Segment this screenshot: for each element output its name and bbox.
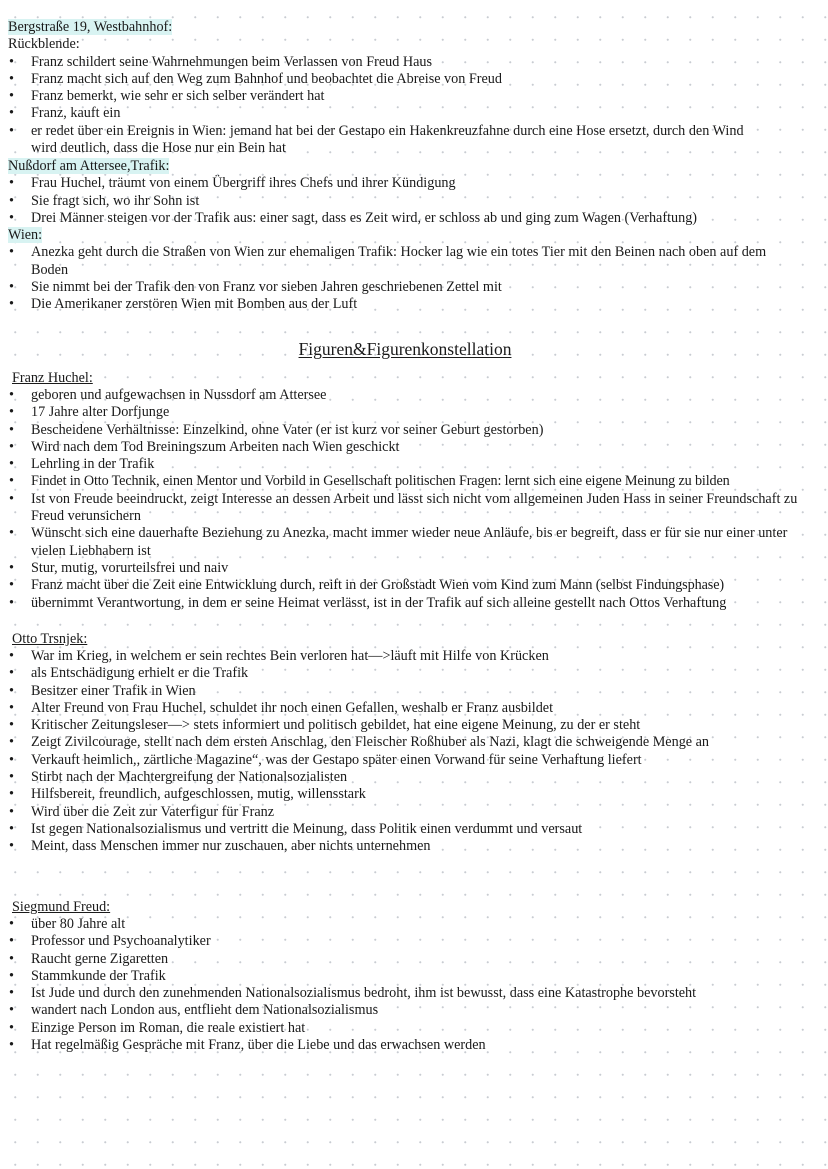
list-item: • Sie fragt sich, wo ihr Sohn ist xyxy=(8,193,818,210)
list-item: • übernimmt Verantwortung, in dem er seine Heimat verlässt, ist in der Trafik auf sich alleine gestellt nach Ottos Verhaftung xyxy=(8,595,798,612)
list-item: • Frau Huchel, träumt von einem Übergriff ihres Chefs und ihrer Kündigung xyxy=(8,175,818,192)
list-item: • Stirbt nach der Machtergreifung der Nationalsozialisten xyxy=(8,769,753,786)
list-item: • Besitzer einer Trafik in Wien xyxy=(8,683,753,700)
bullet-list xyxy=(8,54,768,158)
bullet-list xyxy=(8,175,818,227)
figures-title-wrap xyxy=(0,338,810,360)
section-heading: Bergstraße 19, Westbahnhof: xyxy=(8,19,173,35)
list-item: • Findet in Otto Technik, einen Mentor und Vorbild in Gesellschaft politischen Fragen: lernt sich eine eigene Meinung zu bilden xyxy=(8,473,798,490)
list-item: • geboren und aufgewachsen in Nussdorf am Attersee xyxy=(8,387,798,404)
section-wien xyxy=(8,227,818,313)
list-item: • Stammkunde der Trafik xyxy=(8,968,818,985)
list-item: • 17 Jahre alter Dorfjunge xyxy=(8,404,798,421)
list-item: • Hat regelmäßig Gespräche mit Franz, über die Liebe und das erwachsen werden xyxy=(8,1037,818,1054)
bullet-list xyxy=(8,648,753,856)
list-item: • Franz bemerkt, wie sehr er sich selber verändert hat xyxy=(8,88,768,105)
character-freud-list xyxy=(8,916,818,1054)
list-item: • Hilfsbereit, freundlich, aufgeschlossen, mutig, willensstark xyxy=(8,786,753,803)
list-item: • Wird nach dem Tod Breiningszum Arbeiten nach Wien geschickt xyxy=(8,439,798,456)
list-item: • Ist gegen Nationalsozialismus und vertritt die Meinung, dass Politik einen verdummt und versaut xyxy=(8,821,753,838)
list-item: • Anezka geht durch die Straßen von Wien zur ehemaligen Trafik: Hocker lag wie ein totes Tier mit den Beinen nach oben auf dem Boden xyxy=(8,244,773,279)
list-item: • Franz macht über die Zeit eine Entwicklung durch, reift in der Großstadt Wien vom Kind zum Mann (selbst Findungsphase) xyxy=(8,577,798,594)
list-item: • Einzige Person im Roman, die reale existiert hat xyxy=(8,1020,818,1037)
list-item: • Alter Freund von Frau Huchel, schuldet ihr noch einen Gefallen, weshalb er Franz ausbildet xyxy=(8,700,753,717)
list-item: • Lehrling in der Trafik xyxy=(8,456,798,473)
section-bergstrasse xyxy=(8,19,818,157)
section-heading: Nußdorf am Attersee,Trafik: xyxy=(8,158,170,174)
list-item: • Wird über die Zeit zur Vaterfigur für Franz xyxy=(8,804,753,821)
character-franz-list xyxy=(8,387,818,612)
list-item: • über 80 Jahre alt xyxy=(8,916,818,933)
bullet-list xyxy=(8,244,773,313)
character-otto-list xyxy=(8,648,818,856)
list-item: • Ist von Freude beeindruckt, zeigt Interesse an dessen Arbeit und lässt sich nicht vom allgemeinen Juden Hass in seiner Freundschaft zu Freud verunsichern xyxy=(8,491,798,526)
list-item: • Drei Männer steigen vor der Trafik aus: einer sagt, dass es Zeit wird, er schloss ab und ging zum Wagen (Verhaftung) xyxy=(8,210,818,227)
list-item: • wandert nach London aus, entflieht dem Nationalsozialismus xyxy=(8,1002,818,1019)
list-item: • Die Amerikaner zerstören Wien mit Bomben aus der Luft xyxy=(8,296,773,313)
list-item: • Zeigt Zivilcourage, stellt nach dem ersten Anschlag, den Fleischer Roßhuber als Nazi, klagt die schweigende Menge an xyxy=(8,734,753,751)
character-otto xyxy=(12,631,822,648)
list-item: • Sie nimmt bei der Trafik den von Franz vor sieben Jahren geschriebenen Zettel mit xyxy=(8,279,773,296)
list-item: • Wünscht sich eine dauerhafte Beziehung zu Anezka, macht immer wieder neue Anläufe, bis er begreift, dass er für sie nur einer unter vielen Liebhabern ist xyxy=(8,525,798,560)
list-item: • Bescheidene Verhältnisse: Einzelkind, ohne Vater (er ist kurz vor seiner Geburt gestorben) xyxy=(8,422,798,439)
list-item: • Raucht gerne Zigaretten xyxy=(8,951,818,968)
section-nussdorf xyxy=(8,158,818,227)
list-item: • Stur, mutig, vorurteilsfrei und naiv xyxy=(8,560,798,577)
character-freud xyxy=(12,899,822,916)
section-heading: Wien: xyxy=(8,227,43,243)
list-item: • Professor und Psychoanalytiker xyxy=(8,933,818,950)
list-item: • War im Krieg, in welchem er sein rechtes Bein verloren hat—>läuft mit Hilfe von Krücken xyxy=(8,648,753,665)
list-item: • Franz schildert seine Wahrnehmungen beim Verlassen von Freud Haus xyxy=(8,54,768,71)
character-name: Franz Huchel: xyxy=(12,370,93,386)
character-franz xyxy=(12,370,822,387)
character-name: Siegmund Freud: xyxy=(12,899,111,915)
figures-title: Figuren&Figurenkonstellation xyxy=(298,339,512,359)
list-item: • Ist Jude und durch den zunehmenden Nationalsozialismus bedroht, ihm ist bewusst, dass eine Katastrophe bevorsteht xyxy=(8,985,818,1002)
character-name: Otto Trsnjek: xyxy=(12,631,88,647)
list-item: • Franz macht sich auf den Weg zum Bahnhof und beobachtet die Abreise von Freud xyxy=(8,71,768,88)
bullet-list xyxy=(8,387,798,612)
list-item: • Franz, kauft ein xyxy=(8,105,768,122)
list-item: • Meint, dass Menschen immer nur zuschauen, aber nichts unternehmen xyxy=(8,838,753,855)
list-item: • als Entschädigung erhielt er die Trafik xyxy=(8,665,753,682)
list-item: • Verkauft heimlich,, zärtliche Magazine“, was der Gestapo später einen Vorwand für seine Verhaftung liefert xyxy=(8,752,753,769)
list-item: • er redet über ein Ereignis in Wien: jemand hat bei der Gestapo ein Hakenkreuzfahne durch eine Hose ersetzt, durch den Wind wird deutlich, dass die Hose nur ein Bein hat xyxy=(8,123,768,158)
section-subheading: Rückblende: xyxy=(8,36,80,53)
list-item: • Kritischer Zeitungsleser—> stets informiert und politisch gebildet, hat eine eigene Meinung, zu der er steht xyxy=(8,717,753,734)
bullet-list xyxy=(8,916,818,1054)
